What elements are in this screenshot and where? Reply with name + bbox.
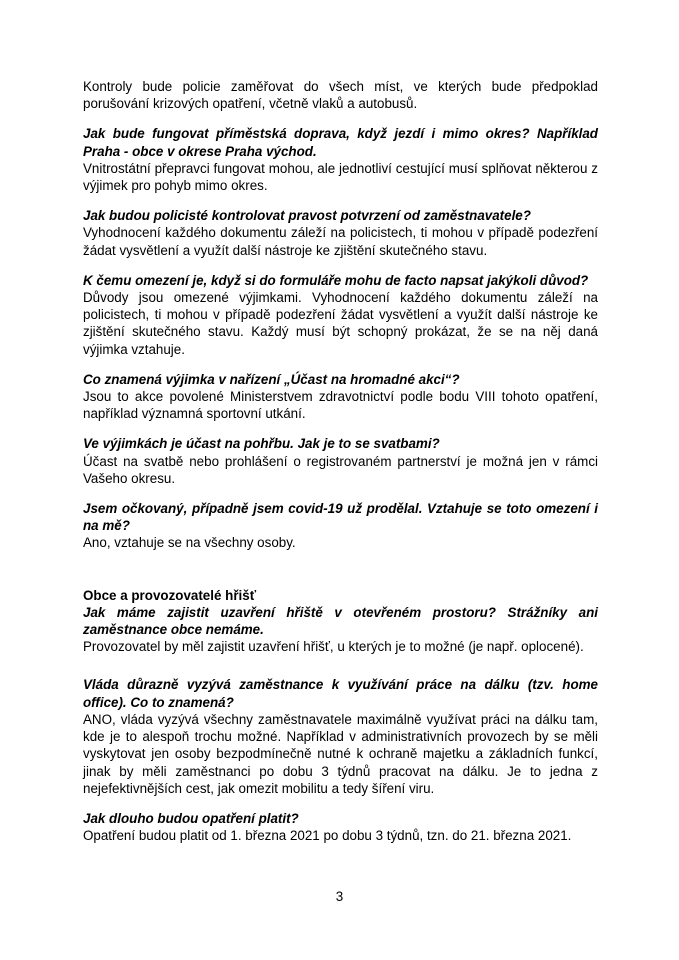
question-text: Vláda důrazně vyzývá zaměstnance k využívání práce na dálku (tzv. home office). Co to znamená? (83, 677, 598, 710)
answer-text: Opatření budou platit od 1. března 2021 po dobu 3 týdnů, tzn. do 21. března 2021. (83, 828, 572, 844)
answer-text: Důvody jsou omezené výjimkami. Vyhodnocení každého dokumentu záleží na policistech, ti mohou v případě podezření žádat vysvětlení a využít další nástroje ke zjištění skutečného stavu. Každý musí být schopný prokázat, že se na něj daná výjimka vztahuje. (83, 290, 598, 357)
section-title: Obce a provozovatelé hřišť (83, 587, 257, 603)
answer-text: Provozovatel by měl zajistit uzavření hřišť, u kterých je to možné (je např. oplocené). (83, 639, 584, 655)
qa-block-commuter-transport (83, 125, 598, 194)
question-text: Jak budou policisté kontrolovat pravost potvrzení od zaměstnavatele? (83, 208, 531, 224)
section-spacer (83, 668, 598, 676)
answer-text: ANO, vláda vyzývá všechny zaměstnavatele maximálně využívat práci na dálku tam, kde je to alespoň trochu možné. Například v administrativních provozech by se měli vyskytovat jen osoby bezpodmínečně nutné k ochraně majetku a základních funkcí, jinak by měli zaměstnanci po dobu 3 týdnů pracovat na dálku. Je to jedna z nejefektivnějších cest, jak omezit mobilitu a tedy šíření viru. (83, 711, 598, 796)
qa-block-employer-confirmation (83, 207, 598, 259)
document-page (83, 78, 598, 857)
question-text: Jak máme zajistit uzavření hřiště v otevřeném prostoru? Strážníky ani zaměstnance obce nemáme. (83, 604, 598, 638)
qa-block-playgrounds (83, 587, 598, 656)
question-text: Ve výjimkách je účast na pohřbu. Jak je to se svatbami? (83, 436, 440, 452)
answer-text: Vnitrostátní přepravci fungovat mohou, ale jednotliví cestující musí splňovat některou z výjimek pro pohyb mimo okres. (83, 160, 598, 194)
answer-text: Ano, vztahuje se na všechny osoby. (83, 535, 296, 551)
qa-block-mass-event (83, 371, 598, 423)
section-spacer (83, 565, 598, 587)
qa-block-home-office (83, 676, 598, 796)
qa-block-weddings (83, 435, 598, 487)
answer-text: Jsou to akce povolené Ministerstvem zdravotnictví podle bodu VIII tohoto opatření, například významná sportovní utkání. (83, 389, 598, 422)
answer-text: Kontroly bude policie zaměřovat do všech míst, ve kterých bude předpoklad porušování krizových opatření, včetně vlaků a autobusů. (83, 79, 598, 112)
question-text: Jak bude fungovat příměstská doprava, když jezdí i mimo okres? Například Praha - obce v okrese Praha východ. (83, 126, 598, 159)
qa-block-vaccinated (83, 500, 598, 552)
page-number: 3 (335, 889, 344, 904)
qa-block-intro (83, 78, 598, 112)
question-text: Jsem očkovaný, případně jsem covid-19 už prodělal. Vztahuje se toto omezení i na mě? (83, 501, 598, 534)
question-text: Jak dlouho budou opatření platit? (83, 810, 299, 826)
answer-text: Vyhodnocení každého dokumentu záleží na policistech, ti mohou v případě podezření žádat vysvětlení a využít další nástroje ke zjištění skutečného stavu. (83, 225, 598, 258)
qa-block-duration (83, 810, 598, 844)
question-text: K čemu omezení je, když si do formuláře mohu de facto napsat jakýkoli důvod? (83, 272, 589, 288)
qa-block-form-reason (83, 272, 598, 358)
answer-text: Účast na svatbě nebo prohlášení o registrovaném partnerství je možná jen v rámci Vašeho okresu. (83, 453, 598, 486)
question-text: Co znamená výjimka v nařízení „Účast na hromadné akci“? (83, 371, 460, 387)
